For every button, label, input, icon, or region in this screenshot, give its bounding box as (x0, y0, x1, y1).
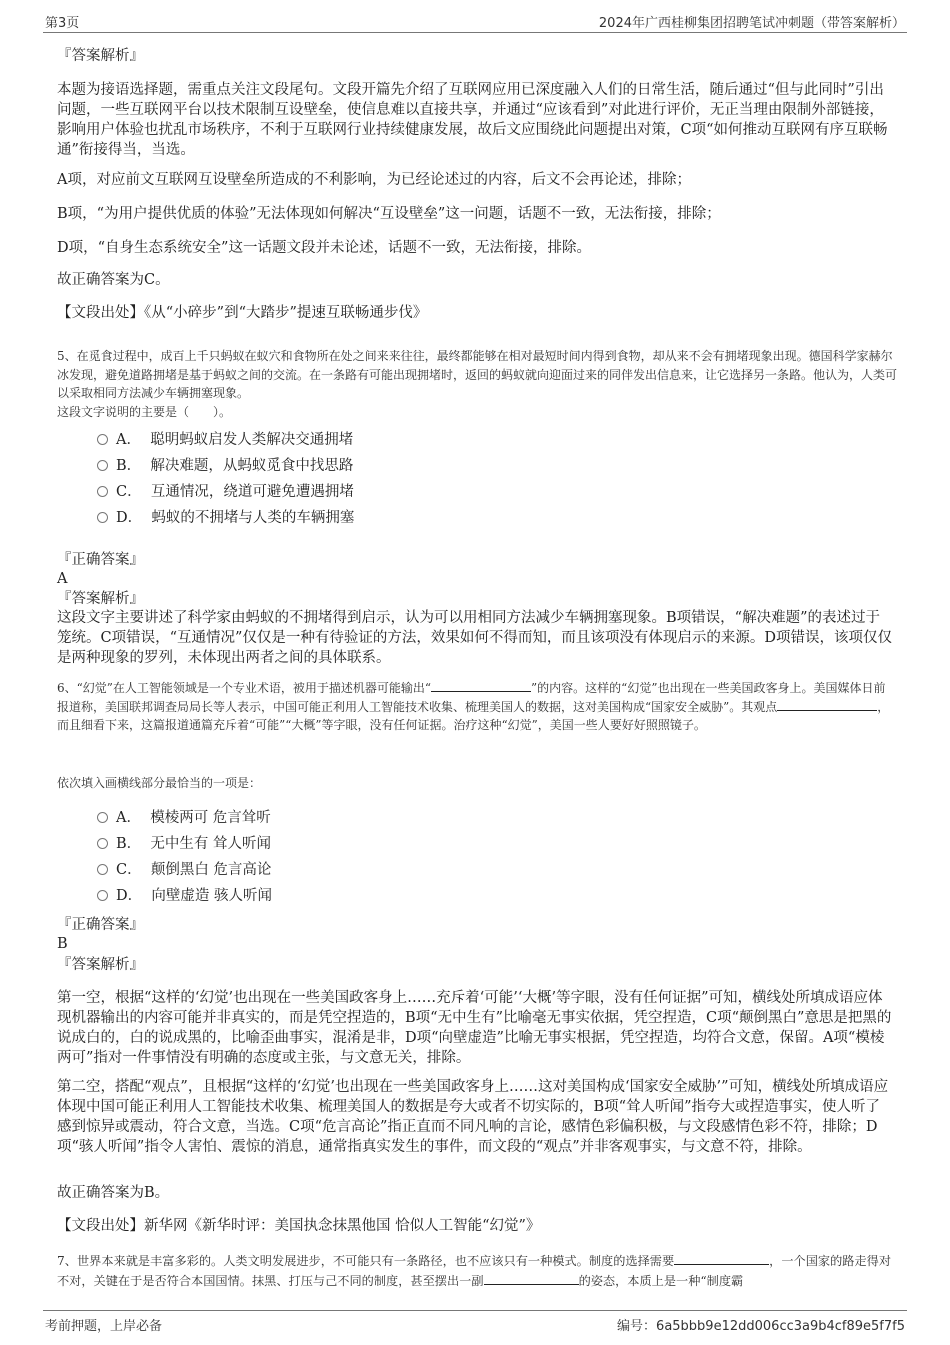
q6-conclusion: 故正确答案为B。 (57, 1185, 170, 1201)
q6-explain-para-2: 第二空，搭配“观点”，且根据“这样的‘幻觉’也出现在一些美国政客身上……这对美国构成‘国家安全威胁’”可知，横线处所填成语应体现中国可能正利用人工智能技术收集、梳理美国人的数据是夸大或者不切实际的，B项“耸人听闻”指夸大或捏造事实，使人听了感到惊异或震动，符合文意，当选。C项“危言高论”指正直而不同凡响的言论，感情色彩偏积极，与文段感情色彩不符，排除；D项“骇人听闻”指令人害怕、震惊的消息，通常指真实发生的事件，而文段的“观点”并非客观事实，与文意不符，排除。 (57, 1079, 889, 1155)
radio-icon[interactable] (97, 812, 108, 823)
option-text: 解决难题，从蚂蚁觅食中找思路 (150, 458, 354, 474)
q4-source: 【文段出处】《从“小碎步”到“大踏步”提速互联畅通步伐》 (57, 305, 428, 321)
option-text: 蚂蚁的不拥堵与人类的车辆拥塞 (151, 510, 355, 526)
page-number: 第3页 (45, 16, 80, 31)
q6-question: 依次填入画横线部分最恰当的一项是： (57, 776, 262, 790)
option-key: A． (116, 810, 141, 826)
document-title: 2024年广西桂柳集团招聘笔试冲刺题（带答案解析） (598, 16, 905, 31)
q6-stem: 6、“幻觉”在人工智能领域是一个专业术语，被用于描述机器可能输出“ ”的内容。这样的“幻觉”也出现在一些美国政客身上。美国媒体日前报道称，美国联邦调查局局长等人表示，中国可能正利用人工智能技术收集、梳理美国人的数据，这对美国构成“国家安全威胁”。其观点 ，而且细看下来，这篇报道通篇充斥着“可能”“大概”等字眼，没有任何证据。治疗这种“幻觉”，美国一些人要好好照照镜子。 (57, 681, 890, 732)
page-footer (43, 1310, 907, 1333)
q7-stem: 7、世界本来就是丰富多彩的。人类文明发展进步，不可能只有一条路径，也不应该只有一种模式。制度的选择需要 ，一个国家的路走得对不对，关键在于是否符合本国国情。抹黑、打压与己不同的制度，甚至摆出一副 的姿态，本质上是一种“制度霸 (57, 1254, 892, 1288)
radio-icon[interactable] (97, 512, 108, 523)
option-text: 聪明蚂蚁启发人类解决交通拥堵 (150, 432, 354, 448)
option-text: 互通情况，绕道可避免遭遇拥堵 (150, 484, 354, 500)
radio-icon[interactable] (97, 486, 108, 497)
q6-option-c[interactable] (97, 859, 271, 881)
fill-blank (484, 1272, 579, 1285)
q4-option-d-analysis: D项，“自身生态系统安全”这一话题文段并未论述，话题不一致，无法衔接，排除。 (57, 240, 591, 256)
q5-question: 这段文字说明的主要是（ ）。 (57, 405, 232, 419)
q6-explain-para-1: 第一空，根据“这样的‘幻觉’也出现在一些美国政客身上……充斥着‘可能’‘大概’等字眼，没有任何证据”可知，横线处所填成语应体现机器输出的内容可能并非真实的，而是凭空捏造的，B项“无中生有”比喻毫无事实依据，凭空捏造，C项“颠倒黑白”意思是把黑的说成白的，白的说成黑的，比喻歪曲事实，混淆是非，D项“向壁虚造”比喻无事实根据，凭空捏造，均符合文意，保留。A项“模棱两可”指对一件事情没有明确的态度或主张，与文意无关，排除。 (57, 990, 892, 1066)
option-key: C． (116, 484, 142, 500)
option-text: 颠倒黑白 危言高论 (150, 862, 272, 878)
footer-slogan: 考前押题，上岸必备 (45, 1319, 163, 1334)
q6-answer: B (57, 936, 68, 952)
q4-explain-para: 本题为接语选择题，需重点关注文段尾句。文段开篇先介绍了互联网应用已深度融入人们的日常生活，随后通过“但与此同时”引出问题，一些互联网平台以技术限制互设壁垒，使信息难以直接共享，并通过“应该看到”对此进行评价，无正当理由限制外部链接，影响用户体验也扰乱市场秩序，不利于互联网行业持续健康发展，故后文应围绕此问题提出对策，C项“如何推动互联网有序互联畅通”衔接得当，当选。 (57, 82, 888, 158)
q4-conclusion: 故正确答案为C。 (57, 272, 170, 288)
q5-option-d[interactable] (97, 507, 354, 529)
q6-option-b[interactable] (97, 833, 271, 855)
option-key: A． (116, 432, 141, 448)
q6-option-a[interactable] (97, 807, 271, 829)
q5-option-a[interactable] (97, 429, 353, 451)
option-text: 无中生有 耸人听闻 (150, 836, 271, 852)
q5-explain-label: 『答案解析』 (57, 591, 144, 607)
radio-icon[interactable] (97, 434, 108, 445)
q5-option-b[interactable] (97, 455, 353, 477)
q6-option-d[interactable] (97, 885, 272, 907)
radio-icon[interactable] (97, 890, 108, 901)
q5-stem: 5、在觅食过程中，成百上千只蚂蚁在蚁穴和食物所在处之间来来往往，最终都能够在相对最短时间内得到食物，却从来不会有拥堵现象出现。德国科学家赫尔冰发现，避免道路拥堵是基于蚂蚁之间的交流。在一条路有可能出现拥堵时，返回的蚂蚁就向迎面过来的同伴发出信息来，让它选择另一条路。他认为，人类可以采取相同方法减少车辆拥塞现象。 (57, 349, 898, 400)
q5-answer-label: 『正确答案』 (57, 552, 144, 568)
page-header (43, 10, 907, 33)
q5-explain: 这段文字主要讲述了科学家由蚂蚁的不拥堵得到启示，认为可以用相同方法减少车辆拥塞现象。B项错误，“解决难题”的表述过于笼统。C项错误，“互通情况”仅仅是一种有待验证的方法，效果如何不得而知，而且该项没有体现启示的来源。D项错误，该项仅仅是两种现象的罗列，未体现出两者之间的具体联系。 (57, 610, 893, 666)
option-text: 向壁虚造 骇人听闻 (151, 888, 272, 904)
option-key: D． (116, 888, 143, 904)
fill-blank (674, 1252, 769, 1265)
fill-blank (777, 698, 877, 711)
q5-answer: A (57, 571, 68, 587)
radio-icon[interactable] (97, 838, 108, 849)
q4-explain-label: 『答案解析』 (57, 48, 144, 64)
option-key: B． (116, 458, 142, 474)
radio-icon[interactable] (97, 460, 108, 471)
q6-explain-label: 『答案解析』 (57, 957, 144, 973)
option-key: C． (116, 862, 142, 878)
option-text: 模棱两可 危言耸听 (150, 810, 271, 826)
option-key: D． (116, 510, 143, 526)
q4-option-a-analysis: A项，对应前文互联网互设壁垒所造成的不利影响，为已经论述过的内容，后文不会再论述，排除； (57, 172, 691, 188)
option-key: B． (116, 836, 142, 852)
radio-icon[interactable] (97, 864, 108, 875)
q5-option-c[interactable] (97, 481, 354, 503)
q6-source: 【文段出处】新华网《新华时评：美国执念抹黑他国 恰似人工智能“幻觉”》 (57, 1218, 541, 1234)
q6-answer-label: 『正确答案』 (57, 917, 144, 933)
fill-blank (431, 679, 531, 692)
q4-option-b-analysis: B项，“为用户提供优质的体验”无法体现如何解决“互设壁垒”这一问题，话题不一致，无法衔接，排除； (57, 206, 721, 222)
document-id: 编号：6a5bbb9e12dd006cc3a9b4cf89e5f7f5 (617, 1319, 905, 1334)
